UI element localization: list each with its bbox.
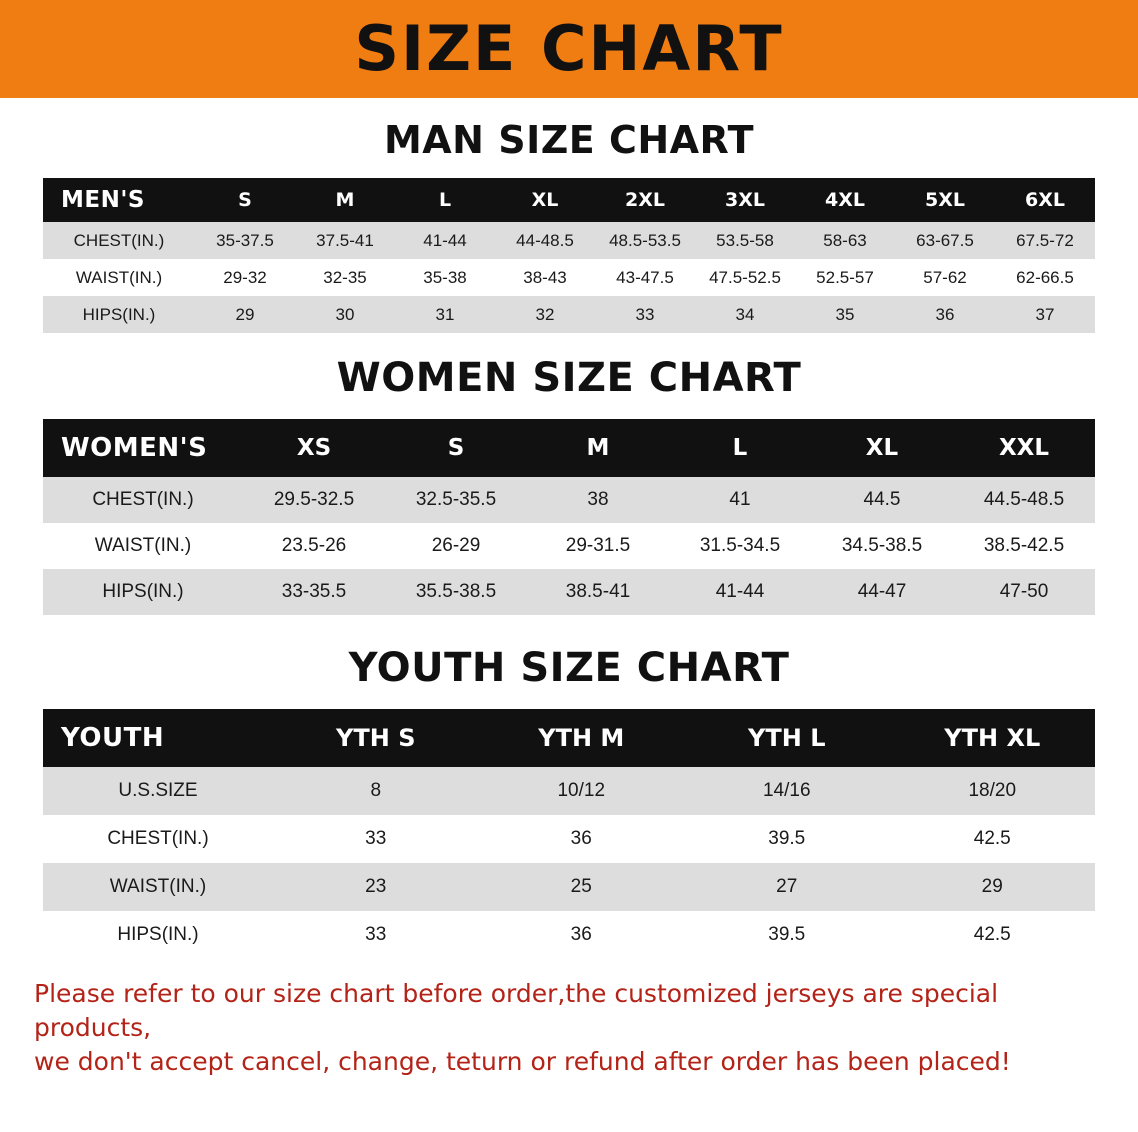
women-size-table bbox=[43, 419, 1095, 615]
table-cell: 29-31.5 bbox=[527, 523, 669, 569]
women-section-title: WOMEN SIZE CHART bbox=[336, 355, 802, 401]
table-header-cell: XL bbox=[495, 178, 595, 222]
table-cell: 33 bbox=[595, 296, 695, 333]
table-cell: 44-48.5 bbox=[495, 222, 595, 259]
table-cell: 37.5-41 bbox=[295, 222, 395, 259]
table-cell: 35-37.5 bbox=[195, 222, 295, 259]
table-cell: 38-43 bbox=[495, 259, 595, 296]
table-cell: 29 bbox=[890, 863, 1096, 911]
table-cell: 8 bbox=[273, 767, 479, 815]
table-cell: 38.5-42.5 bbox=[953, 523, 1095, 569]
page-title: SIZE CHART bbox=[354, 12, 784, 85]
table-cell: 29.5-32.5 bbox=[243, 477, 385, 523]
row-label: HIPS(IN.) bbox=[43, 296, 195, 333]
table-cell: 41-44 bbox=[669, 569, 811, 615]
table-row bbox=[43, 863, 1095, 911]
table-cell: 67.5-72 bbox=[995, 222, 1095, 259]
table-cell: 41-44 bbox=[395, 222, 495, 259]
order-policy-notice bbox=[34, 977, 1110, 1078]
table-row bbox=[43, 569, 1095, 615]
table-row bbox=[43, 296, 1095, 333]
row-label: CHEST(IN.) bbox=[43, 477, 243, 523]
table-row bbox=[43, 222, 1095, 259]
table-cell: 47.5-52.5 bbox=[695, 259, 795, 296]
row-label: WAIST(IN.) bbox=[43, 523, 243, 569]
table-cell: 34.5-38.5 bbox=[811, 523, 953, 569]
man-size-table bbox=[43, 178, 1095, 333]
table-header-cell: WOMEN'S bbox=[43, 419, 243, 477]
table-cell: 57-62 bbox=[895, 259, 995, 296]
table-cell: 58-63 bbox=[795, 222, 895, 259]
table-cell: 41 bbox=[669, 477, 811, 523]
table-cell: 62-66.5 bbox=[995, 259, 1095, 296]
row-label: HIPS(IN.) bbox=[43, 911, 273, 959]
table-header-row bbox=[43, 419, 1095, 477]
table-cell: 32.5-35.5 bbox=[385, 477, 527, 523]
table-header-cell: 3XL bbox=[695, 178, 795, 222]
table-header-cell: L bbox=[669, 419, 811, 477]
row-label: HIPS(IN.) bbox=[43, 569, 243, 615]
table-cell: 32 bbox=[495, 296, 595, 333]
table-cell: 23.5-26 bbox=[243, 523, 385, 569]
table-cell: 52.5-57 bbox=[795, 259, 895, 296]
table-cell: 38 bbox=[527, 477, 669, 523]
row-label: CHEST(IN.) bbox=[43, 222, 195, 259]
table-cell: 23 bbox=[273, 863, 479, 911]
table-header-cell: YTH S bbox=[273, 709, 479, 767]
table-cell: 38.5-41 bbox=[527, 569, 669, 615]
table-cell: 48.5-53.5 bbox=[595, 222, 695, 259]
table-cell: 25 bbox=[479, 863, 685, 911]
row-label: CHEST(IN.) bbox=[43, 815, 273, 863]
table-cell: 44-47 bbox=[811, 569, 953, 615]
table-row bbox=[43, 815, 1095, 863]
table-cell: 26-29 bbox=[385, 523, 527, 569]
youth-section-title: YOUTH SIZE CHART bbox=[348, 645, 790, 691]
table-cell: 29 bbox=[195, 296, 295, 333]
table-header-cell: MEN'S bbox=[43, 178, 195, 222]
youth-size-table bbox=[43, 709, 1095, 959]
table-header-cell: M bbox=[295, 178, 395, 222]
table-header-row bbox=[43, 709, 1095, 767]
table-header-cell: M bbox=[527, 419, 669, 477]
table-header-cell: XS bbox=[243, 419, 385, 477]
man-section-title: MAN SIZE CHART bbox=[383, 118, 755, 162]
row-label: WAIST(IN.) bbox=[43, 863, 273, 911]
table-cell: 36 bbox=[479, 911, 685, 959]
table-row bbox=[43, 911, 1095, 959]
table-cell: 42.5 bbox=[890, 911, 1096, 959]
table-cell: 63-67.5 bbox=[895, 222, 995, 259]
table-row bbox=[43, 477, 1095, 523]
table-cell: 39.5 bbox=[684, 911, 890, 959]
table-header-cell: YTH L bbox=[684, 709, 890, 767]
table-cell: 44.5-48.5 bbox=[953, 477, 1095, 523]
table-cell: 32-35 bbox=[295, 259, 395, 296]
notice-line-2: we don't accept cancel, change, teturn or refund after order has been placed! bbox=[34, 1046, 1011, 1076]
table-header-cell: XL bbox=[811, 419, 953, 477]
table-cell: 35.5-38.5 bbox=[385, 569, 527, 615]
table-header-cell: YOUTH bbox=[43, 709, 273, 767]
table-cell: 29-32 bbox=[195, 259, 295, 296]
table-header-cell: S bbox=[195, 178, 295, 222]
table-cell: 36 bbox=[895, 296, 995, 333]
table-cell: 31 bbox=[395, 296, 495, 333]
table-cell: 30 bbox=[295, 296, 395, 333]
table-cell: 39.5 bbox=[684, 815, 890, 863]
table-cell: 44.5 bbox=[811, 477, 953, 523]
table-cell: 34 bbox=[695, 296, 795, 333]
table-cell: 36 bbox=[479, 815, 685, 863]
table-cell: 33 bbox=[273, 911, 479, 959]
table-header-cell: 5XL bbox=[895, 178, 995, 222]
table-cell: 47-50 bbox=[953, 569, 1095, 615]
table-header-cell: S bbox=[385, 419, 527, 477]
table-header-cell: YTH XL bbox=[890, 709, 1096, 767]
table-cell: 42.5 bbox=[890, 815, 1096, 863]
table-header-cell: 4XL bbox=[795, 178, 895, 222]
notice-line-1: Please refer to our size chart before order,the customized jerseys are special products, bbox=[34, 979, 999, 1042]
table-cell: 10/12 bbox=[479, 767, 685, 815]
table-cell: 18/20 bbox=[890, 767, 1096, 815]
table-header-cell: 6XL bbox=[995, 178, 1095, 222]
table-header-row bbox=[43, 178, 1095, 222]
row-label: WAIST(IN.) bbox=[43, 259, 195, 296]
table-cell: 33 bbox=[273, 815, 479, 863]
table-cell: 35-38 bbox=[395, 259, 495, 296]
header-banner bbox=[0, 0, 1138, 98]
table-cell: 37 bbox=[995, 296, 1095, 333]
table-header-cell: YTH M bbox=[479, 709, 685, 767]
table-cell: 27 bbox=[684, 863, 890, 911]
table-cell: 31.5-34.5 bbox=[669, 523, 811, 569]
table-cell: 53.5-58 bbox=[695, 222, 795, 259]
table-row bbox=[43, 523, 1095, 569]
table-header-cell: 2XL bbox=[595, 178, 695, 222]
table-cell: 33-35.5 bbox=[243, 569, 385, 615]
table-cell: 43-47.5 bbox=[595, 259, 695, 296]
table-header-cell: L bbox=[395, 178, 495, 222]
table-row bbox=[43, 259, 1095, 296]
table-row bbox=[43, 767, 1095, 815]
table-header-cell: XXL bbox=[953, 419, 1095, 477]
table-cell: 35 bbox=[795, 296, 895, 333]
table-cell: 14/16 bbox=[684, 767, 890, 815]
row-label: U.S.SIZE bbox=[43, 767, 273, 815]
